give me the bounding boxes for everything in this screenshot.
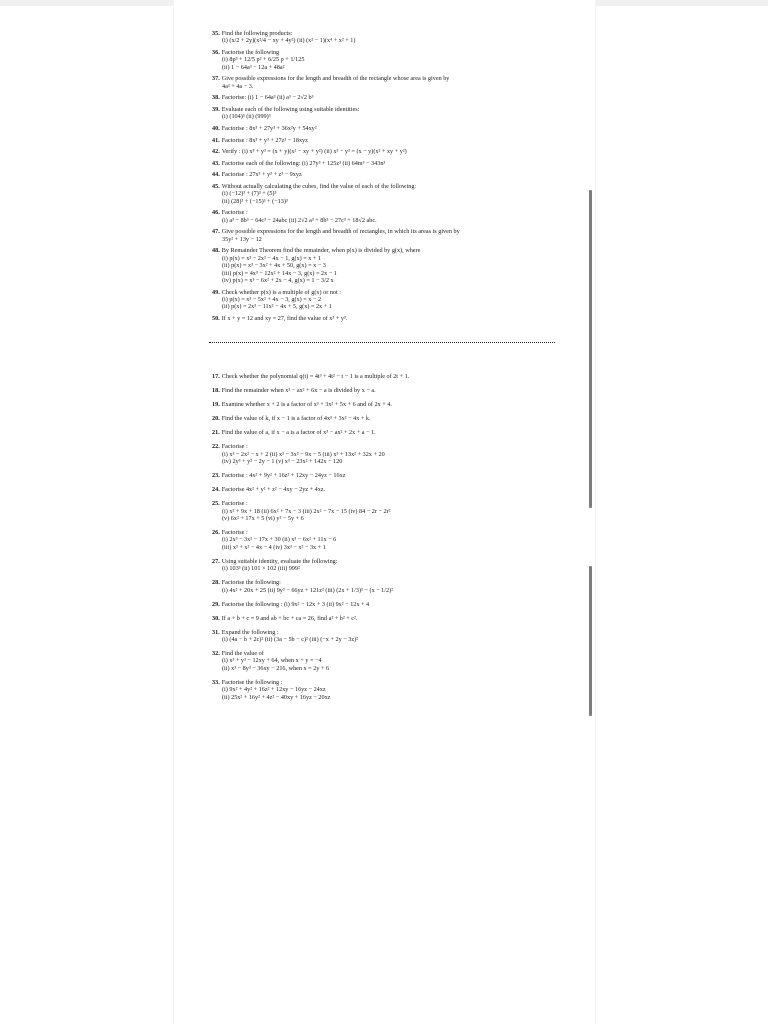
question-part: (i) p(x) = x³ − 5x² + 4x − 3, g(x) = x − 2 <box>222 296 322 303</box>
question-number: 50. <box>212 315 220 322</box>
question-number: 22. <box>212 443 220 451</box>
question-40 <box>212 125 582 132</box>
question-number: 29. <box>212 600 220 608</box>
question-25 <box>212 500 582 522</box>
question-44 <box>212 171 582 178</box>
question-part: (v) 6x² + 17x + 5 (vi) y² − 5y + 6 <box>222 515 304 523</box>
question-header <box>212 472 582 479</box>
question-35 <box>212 30 582 45</box>
question-part: (ii) p(x) = x³ − 3x² + 4x + 50, g(x) = x − 3 <box>222 262 326 270</box>
question-text: Factorise : 8x³ + y³ + 27z³ − 18xyz <box>221 136 308 144</box>
question-part: (iii) x³ + x² − 4x − 4 (iv) 3x³ − x² − 3x + 1 <box>222 543 326 551</box>
question-part: (iv) p(x) = x³ − 6x² + 2x − 4, g(x) = 1 − 3/2 x <box>222 277 334 284</box>
question-header <box>212 601 582 608</box>
question-part: (i) (4a − b + 2c)² (ii) (3a − 5b − c)² (iii) (−x + 2y − 3z)² <box>222 636 358 644</box>
question-part: (i) 4x² + 20x + 25 (ii) 9y² − 66yz + 121z² (iii) (2x + 1/3)² − (x − 1/2)² <box>222 586 394 594</box>
question-text: Expand the following : <box>221 628 279 636</box>
question-text: Factorise : 4x² + 9y² + 16z² + 12xy − 24yz − 16xz <box>221 472 346 480</box>
question-part: (iv) 2y³ + y² − 2y − 1 (v) x³ − 23x² + 142x − 120 <box>222 458 343 466</box>
scrollbar-indicator-lower[interactable] <box>589 566 592 716</box>
question-part: (ii) (28)³ + (−15)³ + (−13)³ <box>222 197 288 205</box>
question-number: 41. <box>212 136 220 144</box>
question-text: Find the value of a, if x − a is a factor of x³ − ax² + 2x + a − 1. <box>221 429 376 437</box>
question-part: (i) (x/2 + 2y)(x²/4 − xy + 4y²) (ii) (x² − 1)(x⁴ + x² + 1) <box>222 37 356 45</box>
question-header <box>212 415 582 422</box>
question-header <box>212 209 582 216</box>
question-header <box>212 30 582 37</box>
questions-section-2 <box>212 373 582 701</box>
question-37 <box>212 75 582 90</box>
question-number: 46. <box>212 209 220 217</box>
question-31 <box>212 629 582 644</box>
question-24 <box>212 486 582 493</box>
question-header <box>212 137 582 144</box>
question-header <box>212 125 582 132</box>
question-part: (ii) 25x² + 16y² + 4z² − 40xy + 16yz − 20xz <box>222 693 331 701</box>
question-number: 48. <box>212 247 220 255</box>
question-part: 4a² + 4a − 3. <box>222 82 254 90</box>
question-text: Factorise : <box>221 529 248 537</box>
question-text: If a + b + c = 9 and ab + bc + ca = 26, find a² + b² + c². <box>221 614 358 622</box>
question-30 <box>212 615 582 622</box>
question-part: (i) x² + 9x + 18 (ii) 6x² + 7x − 3 (iii) 2x² − 7x − 15 (iv) 84 − 2r − 2r² <box>222 507 391 515</box>
question-text: Verify : (i) x³ + y³ = (x + y)(x² − xy + y²) (ii) x³ − y³ = (x − y)(x² + xy + y²) <box>221 148 407 156</box>
question-header <box>212 486 582 493</box>
question-number: 23. <box>212 472 220 480</box>
question-header <box>212 443 582 450</box>
question-49 <box>212 289 582 311</box>
question-text: Give possible expressions for the length and breadth of rectangles, in which its areas is given by <box>221 228 460 236</box>
question-48 <box>212 247 582 284</box>
question-39 <box>212 106 582 121</box>
question-part: (i) p(x) = x³ − 2x² − 4x − 1, g(x) = x + 1 <box>222 254 322 262</box>
question-header <box>212 629 582 636</box>
question-27 <box>212 558 582 573</box>
question-text: Factorise 4x² + y² + z² − 4xy − 2yz + 4xz. <box>221 486 326 494</box>
question-number: 32. <box>212 650 220 658</box>
question-number: 47. <box>212 228 220 236</box>
question-header <box>212 148 582 155</box>
question-part: (i) 2x³ − 3x² − 17x + 30 (ii) x³ − 6x² + 11x − 6 <box>222 536 337 544</box>
question-number: 39. <box>212 106 220 113</box>
question-header <box>212 373 582 380</box>
question-part: (ii) p(x) = 2x³ − 11x² − 4x + 5, g(x) = 2x + 1 <box>222 303 332 311</box>
question-number: 44. <box>212 171 220 179</box>
question-header <box>212 228 582 235</box>
question-number: 20. <box>212 415 220 423</box>
question-header <box>212 429 582 436</box>
question-text: By Remainder Theorem find the remainder, when p(x) is divided by g(x), where <box>221 247 421 255</box>
question-text: Check whether p(x) is a multiple of g(x) or not : <box>221 288 341 296</box>
question-part: (i) (−12)³ + (7)³ + (5)³ <box>222 190 277 198</box>
questions-section-1 <box>212 30 582 322</box>
question-41 <box>212 137 582 144</box>
question-text: Factorise : <box>221 500 248 508</box>
question-number: 28. <box>212 579 220 587</box>
question-header <box>212 106 582 113</box>
question-number: 45. <box>212 182 220 190</box>
question-text: Evaluate each of the following using suitable identities: <box>221 106 360 113</box>
question-number: 26. <box>212 529 220 537</box>
question-text: Factorise : 8x³ + 27y³ + 36x²y + 54xy² <box>221 125 317 132</box>
question-number: 30. <box>212 614 220 622</box>
question-text: Give possible expressions for the length and breadth of the rectangle whose area is given by <box>221 75 450 83</box>
question-header <box>212 679 582 686</box>
question-header <box>212 650 582 657</box>
question-part: (i) 103³ (ii) 101 × 102 (iii) 999² <box>222 565 300 573</box>
question-text: Find the following products: <box>221 30 293 37</box>
question-number: 43. <box>212 159 220 167</box>
dotted-divider <box>209 342 555 343</box>
question-38 <box>212 94 582 101</box>
question-19 <box>212 401 582 408</box>
question-text: Factorise the following : <box>221 678 283 686</box>
question-46 <box>212 209 582 224</box>
question-number: 42. <box>212 148 220 156</box>
question-number: 21. <box>212 429 220 437</box>
question-29 <box>212 601 582 608</box>
question-47 <box>212 228 582 243</box>
question-28 <box>212 579 582 594</box>
worksheet-content <box>212 30 582 708</box>
question-number: 19. <box>212 401 220 409</box>
question-header <box>212 500 582 507</box>
question-text: Find the remainder when x³ − ax² + 6x − a is divided by x − a. <box>221 387 376 395</box>
question-number: 38. <box>212 94 220 102</box>
question-header <box>212 183 582 190</box>
question-part: (i) x³ + y³ − 12xy + 64, when x + y = −4 <box>222 657 322 665</box>
question-text: Factorise the following : (i) 9x² − 12x + 3 (ii) 9x² − 12x + 4 <box>221 600 370 608</box>
question-part: (iii) p(x) = 4x³ − 12x² + 14x − 3, g(x) = 2x − 1 <box>222 269 337 277</box>
question-text: Factorise the following: <box>221 579 281 587</box>
question-part: (i) x³ − 2x² − x + 2 (ii) x³ − 3x² − 9x − 5 (iii) x³ + 13x² + 32x + 20 <box>222 450 385 458</box>
question-number: 17. <box>212 373 220 381</box>
question-header <box>212 160 582 167</box>
question-number: 33. <box>212 678 220 686</box>
question-33 <box>212 679 582 701</box>
question-text: Factorise : <box>221 209 248 217</box>
question-part: (i) a³ − 8b³ − 64c³ − 24abc (ii) 2√2 a³ + 8b³ − 27c³ + 18√2 abc. <box>222 216 377 224</box>
question-text: Without actually calculating the cubes, find the value of each of the following: <box>221 182 417 190</box>
question-17 <box>212 373 582 380</box>
scrollbar-indicator[interactable] <box>589 190 592 508</box>
question-text: Factorise the following <box>221 49 280 56</box>
question-header <box>212 529 582 536</box>
question-part: (ii) x³ − 8y³ − 36xy − 216, when x = 2y + 6 <box>222 664 330 672</box>
question-header <box>212 75 582 82</box>
question-number: 31. <box>212 628 220 636</box>
question-text: Find the value of <box>221 650 264 658</box>
question-text: Factorise: (i) 1 − 64a³ (ii) a³ − 2√2 b³ <box>221 94 314 102</box>
question-text: Find the value of k, if x − 1 is a factor of 4x³ + 3x² − 4x + k. <box>221 415 371 423</box>
question-part: 35y² + 13y − 12 <box>222 235 262 243</box>
question-20 <box>212 415 582 422</box>
question-text: Factorise : 27x³ + y³ + z³ − 9xyz <box>221 171 302 179</box>
question-36 <box>212 49 582 71</box>
question-header <box>212 171 582 178</box>
question-45 <box>212 183 582 205</box>
question-18 <box>212 387 582 394</box>
question-23 <box>212 472 582 479</box>
question-42 <box>212 148 582 155</box>
question-header <box>212 615 582 622</box>
question-number: 36. <box>212 49 220 56</box>
question-number: 35. <box>212 30 220 37</box>
question-text: If x + y = 12 and xy = 27, find the value of x³ + y³. <box>221 315 348 322</box>
question-22 <box>212 443 582 465</box>
question-50 <box>212 315 582 322</box>
question-number: 25. <box>212 500 220 508</box>
question-part: (ii) 1 − 64a³ − 12a + 48a² <box>222 63 285 71</box>
question-text: Examine whether x + 2 is a factor of x³ + 3x² + 5x + 6 and of 2x + 4. <box>221 401 392 409</box>
question-part: (i) (104)³ (ii) (999)³ <box>222 113 271 121</box>
question-header <box>212 49 582 56</box>
question-26 <box>212 529 582 551</box>
question-header <box>212 387 582 394</box>
question-43 <box>212 160 582 167</box>
question-header <box>212 558 582 565</box>
question-number: 27. <box>212 557 220 565</box>
question-header <box>212 247 582 254</box>
question-part: (i) 8p³ + 12/5 p² + 6/25 p + 1/125 <box>222 56 305 64</box>
question-number: 24. <box>212 486 220 494</box>
question-part: (i) 9x² + 4y² + 16z² + 12xy − 16yz − 24xz <box>222 686 326 694</box>
question-text: Factorise : <box>221 443 248 451</box>
question-number: 37. <box>212 75 220 83</box>
question-number: 18. <box>212 387 220 395</box>
question-header <box>212 94 582 101</box>
question-text: Check whether the polynomial q(t) = 4t³ + 4t² − t − 1 is a multiple of 2t + 1. <box>221 373 410 381</box>
question-header <box>212 579 582 586</box>
question-number: 40. <box>212 125 220 132</box>
question-text: Factorise each of the following: (i) 27y³ + 125z³ (ii) 64m³ − 343n³ <box>221 159 386 167</box>
question-header <box>212 289 582 296</box>
question-number: 49. <box>212 288 220 296</box>
question-header <box>212 315 582 322</box>
question-32 <box>212 650 582 672</box>
question-text: Using suitable identity, evaluate the following: <box>221 557 338 565</box>
question-21 <box>212 429 582 436</box>
question-header <box>212 401 582 408</box>
